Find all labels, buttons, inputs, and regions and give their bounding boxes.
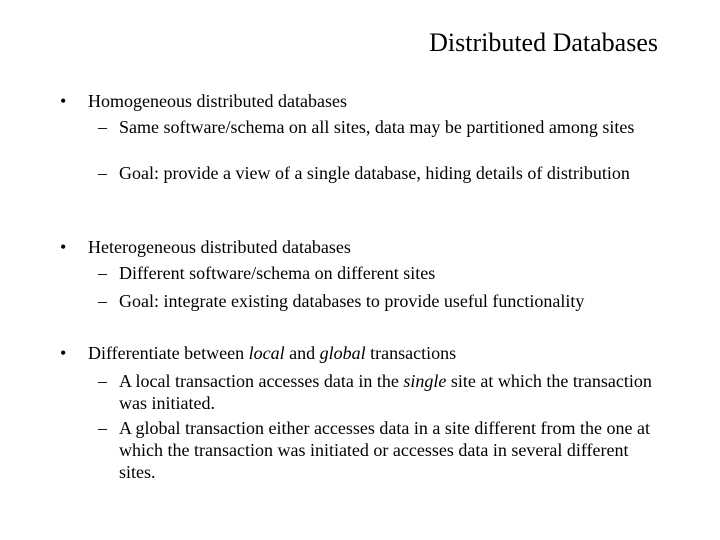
sub-bullet-local-transaction xyxy=(119,370,664,414)
emphasis-local: local xyxy=(248,343,285,363)
text-run: and xyxy=(284,343,320,363)
sub-bullet-same-software: Same software/schema on all sites, data may be partitioned among sites xyxy=(119,117,635,137)
emphasis-global: global xyxy=(319,343,366,363)
bullet-marker: • xyxy=(60,237,67,257)
bullet-marker: • xyxy=(60,343,67,363)
sub-bullet-marker: – xyxy=(98,418,107,438)
sub-bullet-marker: – xyxy=(98,117,107,137)
slide-title: Distributed Databases xyxy=(429,28,658,57)
sub-bullet-marker: – xyxy=(98,371,107,391)
bullet-local-global xyxy=(88,342,668,364)
emphasis-single: single xyxy=(403,371,447,391)
bullet-heterogeneous: Heterogeneous distributed databases xyxy=(88,237,351,257)
sub-bullet-goal-integrate: Goal: integrate existing databases to provide useful functionality xyxy=(119,291,585,311)
bullet-marker: • xyxy=(60,91,67,111)
text-run: A local transaction accesses data in the xyxy=(119,371,404,391)
text-run: transactions xyxy=(365,343,457,363)
bullet-homogeneous: Homogeneous distributed databases xyxy=(88,91,347,111)
sub-bullet-global-transaction: A global transaction either accesses data in a site different from the one at which the transaction was initiated or accesses data in several different sites. xyxy=(119,418,650,482)
sub-bullet-marker: – xyxy=(98,263,107,283)
text-run: site at which the transaction was initiated. xyxy=(119,371,652,413)
text-run: Differentiate between xyxy=(88,343,249,363)
sub-bullet-marker: – xyxy=(98,291,107,311)
sub-bullet-different-software: Different software/schema on different sites xyxy=(119,263,436,283)
sub-bullet-goal-single-view: Goal: provide a view of a single database, hiding details of distribution xyxy=(119,163,630,183)
sub-bullet-marker: – xyxy=(98,163,107,183)
